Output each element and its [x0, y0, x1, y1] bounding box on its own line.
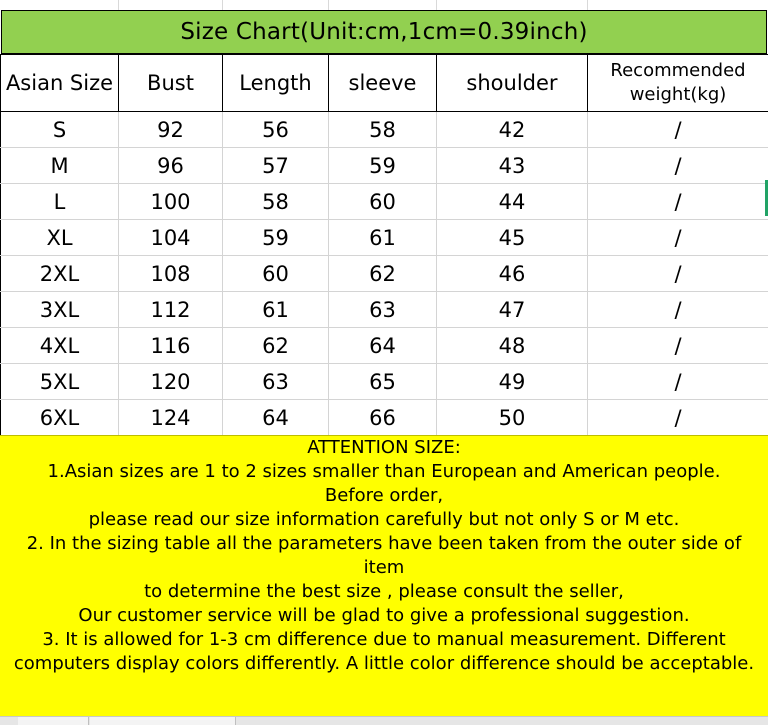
cell-bust: 120 — [119, 364, 223, 400]
cell-length: 60 — [223, 256, 329, 292]
cell-size: 4XL — [1, 328, 119, 364]
cell-recommended-weight: / — [588, 112, 768, 148]
header-length: Length — [223, 55, 329, 112]
cell-length: 63 — [223, 364, 329, 400]
header-recommended-weight — [588, 55, 768, 112]
cell-sleeve: 66 — [329, 400, 437, 436]
cell-size: M — [1, 148, 119, 184]
table-row — [1, 112, 768, 148]
size-chart-table — [0, 54, 768, 436]
table-row — [1, 184, 768, 220]
cell-bust: 112 — [119, 292, 223, 328]
cell-recommended-weight: / — [588, 184, 768, 220]
cell-recommended-weight: / — [588, 148, 768, 184]
cell-shoulder: 42 — [437, 112, 588, 148]
cell-size: 3XL — [1, 292, 119, 328]
cell-shoulder: 50 — [437, 400, 588, 436]
cell-recommended-weight: / — [588, 364, 768, 400]
cell-length: 59 — [223, 220, 329, 256]
cell-size: L — [1, 184, 119, 220]
table-header-row — [1, 55, 768, 112]
cell-sleeve: 63 — [329, 292, 437, 328]
cell-shoulder: 48 — [437, 328, 588, 364]
cell-sleeve: 58 — [329, 112, 437, 148]
attention-line-1: 1.Asian sizes are 1 to 2 sizes smaller than European and American people. — [0, 460, 768, 484]
table-row — [1, 400, 768, 436]
cell-bust: 96 — [119, 148, 223, 184]
attention-line-3: please read our size information carefully but not only S or M etc. — [0, 508, 768, 532]
cell-sleeve: 64 — [329, 328, 437, 364]
cell-length: 56 — [223, 112, 329, 148]
cell-recommended-weight: / — [588, 400, 768, 436]
attention-heading: ATTENTION SIZE: — [0, 436, 768, 460]
header-recommended-line2: weight(kg) — [588, 83, 768, 107]
cell-shoulder: 44 — [437, 184, 588, 220]
table-row — [1, 220, 768, 256]
cell-shoulder: 49 — [437, 364, 588, 400]
cell-recommended-weight: / — [588, 328, 768, 364]
cell-size: S — [1, 112, 119, 148]
cell-recommended-weight: / — [588, 292, 768, 328]
cell-shoulder: 46 — [437, 256, 588, 292]
cell-length: 57 — [223, 148, 329, 184]
table-row — [1, 148, 768, 184]
cell-bust: 100 — [119, 184, 223, 220]
cell-size: 5XL — [1, 364, 119, 400]
table-row — [1, 292, 768, 328]
cell-shoulder: 47 — [437, 292, 588, 328]
cell-sleeve: 60 — [329, 184, 437, 220]
cell-sleeve: 61 — [329, 220, 437, 256]
header-sleeve: sleeve — [329, 55, 437, 112]
cell-bust: 116 — [119, 328, 223, 364]
cell-size: 2XL — [1, 256, 119, 292]
table-row — [1, 328, 768, 364]
cell-size: XL — [1, 220, 119, 256]
cell-length: 64 — [223, 400, 329, 436]
attention-line-2: Before order, — [0, 484, 768, 508]
cell-shoulder: 43 — [437, 148, 588, 184]
attention-notice — [0, 435, 768, 716]
cell-length: 62 — [223, 328, 329, 364]
attention-line-5: to determine the best size , please consult the seller, — [0, 580, 768, 604]
spreadsheet-top-gridlines — [0, 0, 768, 10]
cell-length: 61 — [223, 292, 329, 328]
attention-line-6: Our customer service will be glad to give a professional suggestion. — [0, 604, 768, 628]
table-row — [1, 364, 768, 400]
cell-bust: 124 — [119, 400, 223, 436]
cell-size: 6XL — [1, 400, 119, 436]
header-recommended-line1: Recommended — [588, 59, 768, 83]
cell-sleeve: 62 — [329, 256, 437, 292]
cell-sleeve: 59 — [329, 148, 437, 184]
attention-line-4: 2. In the sizing table all the parameters have been taken from the outer side of item — [0, 532, 768, 580]
cell-bust: 104 — [119, 220, 223, 256]
table-row — [1, 256, 768, 292]
attention-line-7: 3. It is allowed for 1-3 cm difference due to manual measurement. Different computers display colors differently. A little color difference should be acceptable. — [0, 628, 768, 676]
header-asian-size: Asian Size — [1, 55, 119, 112]
cell-shoulder: 45 — [437, 220, 588, 256]
size-chart-title: Size Chart(Unit:cm,1cm=0.39inch) — [1, 10, 767, 54]
cell-bust: 92 — [119, 112, 223, 148]
cell-bust: 108 — [119, 256, 223, 292]
cell-sleeve: 65 — [329, 364, 437, 400]
cell-recommended-weight: / — [588, 256, 768, 292]
cell-recommended-weight: / — [588, 220, 768, 256]
header-shoulder: shoulder — [437, 55, 588, 112]
cell-length: 58 — [223, 184, 329, 220]
header-bust: Bust — [119, 55, 223, 112]
